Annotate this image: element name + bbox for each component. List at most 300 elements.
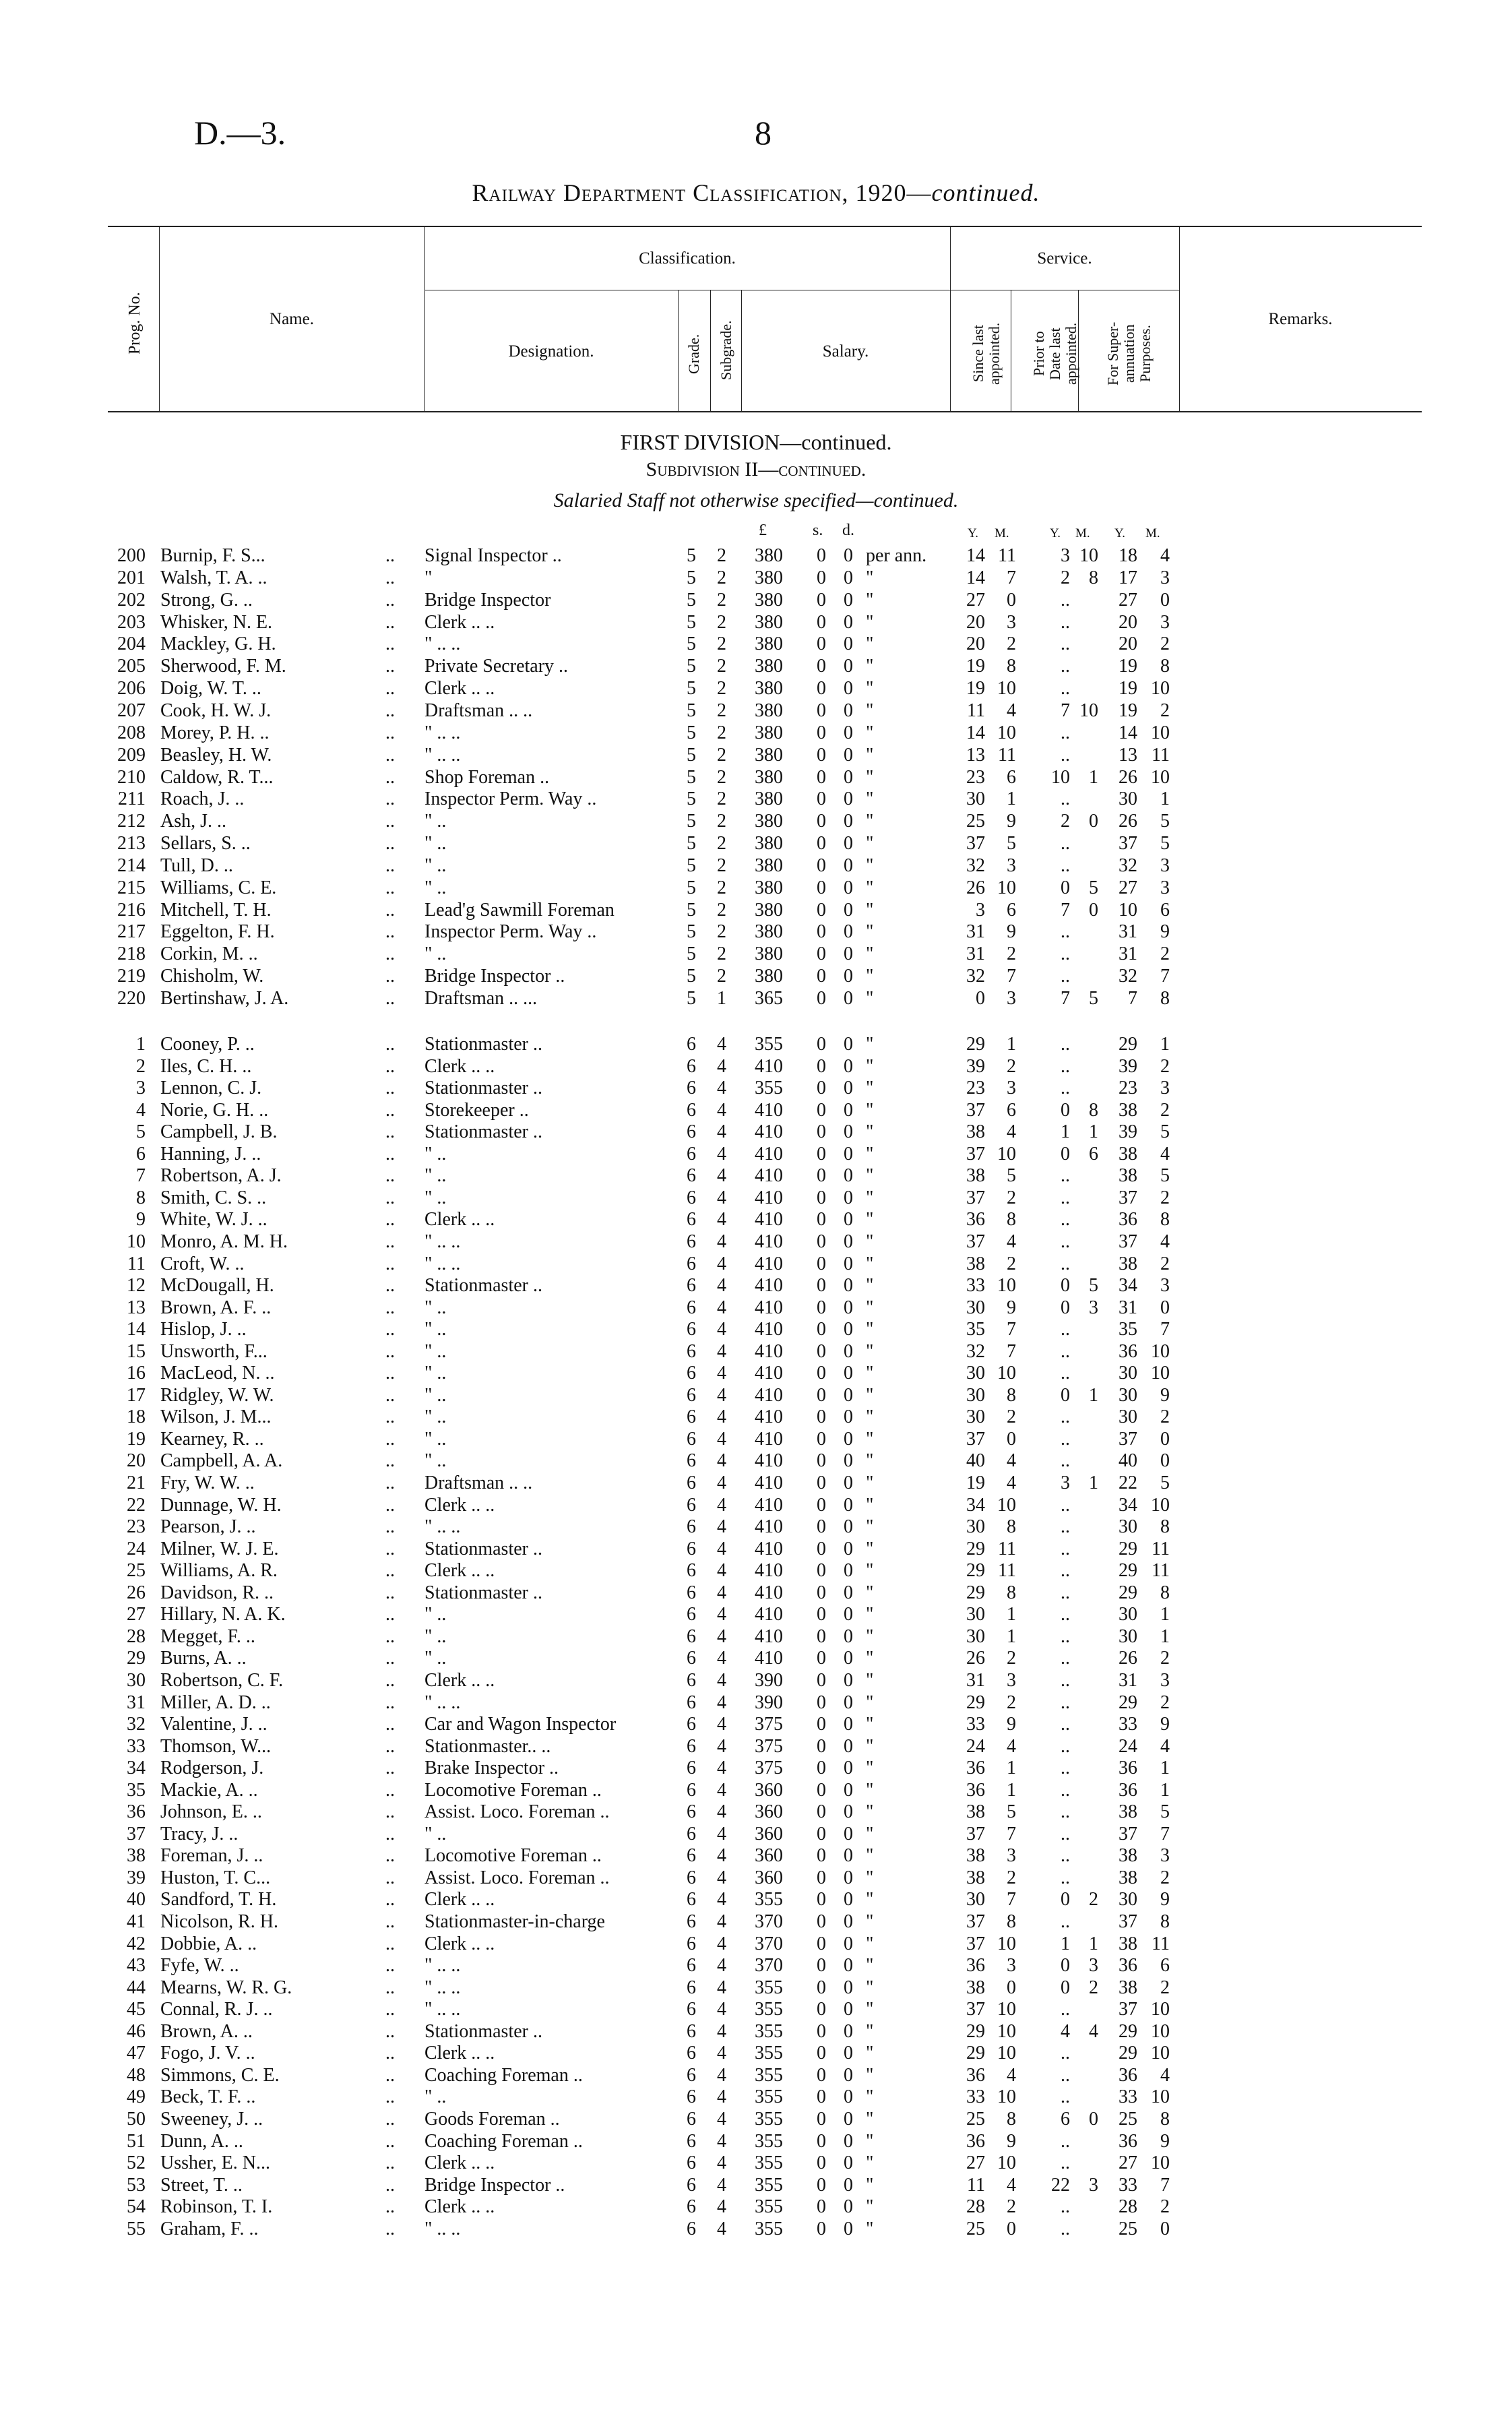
- cell-name: Graham, F. ..: [160, 2218, 259, 2239]
- cell-prog-no: 44: [127, 1977, 146, 1998]
- cell-grade: 6: [687, 1231, 696, 1252]
- cell-grade: 6: [687, 1735, 696, 1757]
- cell-super-months: 2: [1160, 1099, 1170, 1121]
- cell-prior-years: ..: [1061, 1625, 1070, 1647]
- cell-designation: " ..: [424, 1297, 447, 1318]
- cell-super-years: 26: [1119, 811, 1137, 832]
- cell-salary-period: ": [866, 811, 874, 832]
- table-row: [0, 2042, 1512, 2064]
- cell-designation: ": [424, 567, 433, 588]
- cell-super-months: 3: [1160, 1275, 1170, 1297]
- cell-prior-years: ..: [1061, 611, 1070, 633]
- cell-since-years: 38: [966, 1977, 985, 1998]
- cell-designation: " .. ..: [424, 1692, 461, 1713]
- cell-grade: 6: [687, 1494, 696, 1516]
- cell-salary-period: ": [866, 1209, 874, 1231]
- cell-leader: ..: [385, 1845, 395, 1867]
- cell-prog-no: 8: [136, 1187, 146, 1208]
- cell-name: MacLeod, N. ..: [160, 1363, 275, 1384]
- header-designation: Designation.: [508, 342, 594, 361]
- cell-leader: ..: [385, 2043, 395, 2064]
- cell-prior-years: 2: [1061, 567, 1070, 588]
- table-row: [0, 1143, 1512, 1165]
- cell-prog-no: 200: [117, 545, 146, 566]
- cell-salary-shillings: 0: [817, 1275, 826, 1297]
- cell-super-years: 17: [1119, 567, 1137, 588]
- cell-prior-years: ..: [1061, 833, 1070, 855]
- cell-salary-period: ": [866, 899, 874, 921]
- page-title: [0, 179, 1512, 207]
- cell-since-months: 4: [1007, 2174, 1016, 2196]
- cell-super-months: 5: [1160, 811, 1170, 832]
- cell-salary-period: ": [866, 1648, 874, 1669]
- cell-leader: ..: [385, 1648, 395, 1669]
- cell-name: Pearson, J. ..: [160, 1516, 256, 1538]
- cell-super-months: 3: [1160, 1669, 1170, 1691]
- cell-since-months: 8: [1007, 1911, 1016, 1932]
- table-row: [0, 744, 1512, 766]
- cell-prior-months: 0: [1089, 811, 1098, 832]
- cell-prior-years: ..: [1061, 1406, 1070, 1428]
- cell-super-years: 28: [1119, 2196, 1137, 2218]
- table-row: [0, 1669, 1512, 1692]
- cell-super-years: 30: [1119, 1363, 1137, 1384]
- cell-since-months: 10: [997, 1143, 1016, 1165]
- cell-grade: 5: [687, 656, 696, 677]
- cell-prior-years: ..: [1061, 1034, 1070, 1055]
- cell-super-years: 36: [1119, 1209, 1137, 1231]
- cell-super-months: 8: [1160, 1209, 1170, 1231]
- cell-salary-pence: 0: [844, 545, 853, 566]
- cell-prior-years: ..: [1061, 1165, 1070, 1187]
- cell-salary-pounds: 360: [755, 1823, 783, 1844]
- cell-since-years: 29: [966, 1034, 985, 1055]
- cell-grade: 6: [687, 1560, 696, 1582]
- cell-prior-years: ..: [1061, 1209, 1070, 1231]
- cell-subgrade: 4: [717, 1231, 726, 1252]
- cell-designation: Storekeeper ..: [424, 1099, 529, 1121]
- table-row: [0, 1384, 1512, 1406]
- cell-since-years: 20: [966, 611, 985, 633]
- cell-super-years: 31: [1119, 1297, 1137, 1318]
- cell-salary-shillings: 0: [817, 1933, 826, 1954]
- cell-salary-pence: 0: [844, 811, 853, 832]
- cell-salary-period: ": [866, 1406, 874, 1428]
- cell-since-months: 10: [997, 877, 1016, 898]
- cell-salary-pence: 0: [844, 722, 853, 743]
- cell-salary-shillings: 0: [817, 877, 826, 898]
- cell-designation: " .. ..: [424, 744, 461, 766]
- cell-prior-months: 3: [1089, 1955, 1098, 1977]
- cell-prior-years: ..: [1061, 1692, 1070, 1713]
- cell-grade: 5: [687, 589, 696, 611]
- cell-subgrade: 4: [717, 2020, 726, 2042]
- table-row: [0, 877, 1512, 899]
- cell-subgrade: 4: [717, 1253, 726, 1274]
- cell-super-months: 3: [1160, 877, 1170, 898]
- cell-designation: Clerk .. ..: [424, 1560, 495, 1582]
- cell-salary-pence: 0: [844, 899, 853, 921]
- cell-super-years: 36: [1119, 2130, 1137, 2152]
- table-row: [0, 1735, 1512, 1758]
- cell-prior-years: 1: [1061, 1121, 1070, 1143]
- cell-prog-no: 22: [127, 1494, 146, 1516]
- cell-prior-years: ..: [1061, 1055, 1070, 1077]
- cell-designation: " ..: [424, 1384, 447, 1406]
- cell-since-years: 39: [966, 1055, 985, 1077]
- cell-salary-pence: 0: [844, 877, 853, 898]
- cell-prior-months: 1: [1089, 766, 1098, 788]
- cell-designation: " ..: [424, 1823, 447, 1844]
- cell-super-years: 29: [1119, 1538, 1137, 1559]
- cell-prior-months: 1: [1089, 1933, 1098, 1954]
- cell-prior-years: ..: [1061, 788, 1070, 810]
- cell-super-years: 19: [1119, 678, 1137, 700]
- cell-salary-period: ": [866, 1801, 874, 1823]
- unit-d: d.: [842, 522, 854, 539]
- cell-prog-no: 209: [117, 744, 146, 766]
- cell-subgrade: 4: [717, 1406, 726, 1428]
- table-row: [0, 1647, 1512, 1669]
- cell-designation: Goods Foreman ..: [424, 2108, 560, 2130]
- cell-super-months: 9: [1160, 1384, 1170, 1406]
- cell-salary-shillings: 0: [817, 589, 826, 611]
- cell-salary-shillings: 0: [817, 1121, 826, 1143]
- cell-super-years: 7: [1128, 988, 1137, 1009]
- cell-salary-period: ": [866, 877, 874, 898]
- cell-super-years: 30: [1119, 1604, 1137, 1625]
- cell-salary-period: ": [866, 633, 874, 655]
- cell-salary-pounds: 410: [755, 1516, 783, 1538]
- table-row: [0, 1888, 1512, 1911]
- table-row: [0, 1757, 1512, 1779]
- cell-salary-pounds: 410: [755, 1582, 783, 1603]
- cell-grade: 6: [687, 2152, 696, 2174]
- cell-super-months: 10: [1151, 2043, 1170, 2064]
- cell-designation: Private Secretary ..: [424, 656, 569, 677]
- cell-prog-no: 3: [136, 1078, 146, 1099]
- cell-super-months: 3: [1160, 567, 1170, 588]
- cell-super-years: 37: [1119, 1823, 1137, 1844]
- cell-since-months: 6: [1007, 766, 1016, 788]
- cell-super-years: 37: [1119, 1911, 1137, 1932]
- cell-since-months: 7: [1007, 1319, 1016, 1340]
- cell-leader: ..: [385, 1977, 395, 1998]
- cell-salary-period: ": [866, 656, 874, 677]
- cell-since-years: 14: [966, 567, 985, 588]
- cell-name: Tull, D. ..: [160, 855, 233, 876]
- cell-salary-pounds: 365: [755, 988, 783, 1009]
- cell-designation: Stationmaster ..: [424, 2020, 542, 2042]
- cell-salary-period: ": [866, 1560, 874, 1582]
- cell-since-months: 7: [1007, 966, 1016, 987]
- cell-since-years: 30: [966, 1384, 985, 1406]
- cell-designation: Lead'g Sawmill Foreman: [424, 899, 615, 921]
- cell-since-years: 33: [966, 1275, 985, 1297]
- cell-salary-pence: 0: [844, 589, 853, 611]
- cell-leader: ..: [385, 2086, 395, 2108]
- cell-leader: ..: [385, 2218, 395, 2239]
- cell-salary-pence: 0: [844, 2152, 853, 2174]
- cell-since-years: 40: [966, 1450, 985, 1472]
- cell-grade: 6: [687, 1209, 696, 1231]
- cell-prior-years: ..: [1061, 1516, 1070, 1538]
- cell-salary-pence: 0: [844, 1845, 853, 1867]
- cell-prior-months: 3: [1089, 1297, 1098, 1318]
- header-prog-no: Prog. No.: [126, 292, 144, 355]
- cell-designation: Inspector Perm. Way ..: [424, 788, 597, 810]
- cell-salary-shillings: 0: [817, 2020, 826, 2042]
- cell-super-years: 23: [1119, 1078, 1137, 1099]
- cell-super-years: 38: [1119, 1099, 1137, 1121]
- table-row: [0, 1823, 1512, 1845]
- cell-salary-pounds: 380: [755, 943, 783, 965]
- cell-since-months: 4: [1007, 1735, 1016, 1757]
- cell-subgrade: 4: [717, 1516, 726, 1538]
- cell-super-months: 7: [1160, 2174, 1170, 2196]
- cell-super-months: 11: [1152, 1560, 1170, 1582]
- cell-name: Norie, G. H. ..: [160, 1099, 269, 1121]
- cell-salary-shillings: 0: [817, 943, 826, 965]
- cell-name: Doig, W. T. ..: [160, 678, 261, 700]
- table-row: [0, 1187, 1512, 1209]
- cell-leader: ..: [385, 1560, 395, 1582]
- cell-grade: 5: [687, 611, 696, 633]
- cell-name: Strong, G. ..: [160, 589, 253, 611]
- cell-designation: Locomotive Foreman ..: [424, 1779, 602, 1801]
- cell-super-months: 1: [1160, 1779, 1170, 1801]
- cell-grade: 6: [687, 1845, 696, 1867]
- cell-designation: Shop Foreman ..: [424, 766, 550, 788]
- cell-salary-pounds: 390: [755, 1692, 783, 1713]
- cell-salary-period: ": [866, 1516, 874, 1538]
- cell-salary-pounds: 410: [755, 1275, 783, 1297]
- cell-super-months: 2: [1160, 1867, 1170, 1888]
- cell-subgrade: 4: [717, 1582, 726, 1603]
- cell-designation: " ..: [424, 1340, 447, 1362]
- cell-since-months: 0: [1007, 2218, 1016, 2239]
- cell-super-months: 5: [1160, 1165, 1170, 1187]
- cell-super-months: 2: [1160, 2196, 1170, 2218]
- cell-salary-pounds: 410: [755, 1604, 783, 1625]
- table-row: [0, 2174, 1512, 2196]
- cell-salary-pence: 0: [844, 1363, 853, 1384]
- cell-super-months: 10: [1151, 2152, 1170, 2174]
- cell-salary-period: ": [866, 1384, 874, 1406]
- cell-salary-shillings: 0: [817, 1625, 826, 1647]
- cell-salary-period: ": [866, 1099, 874, 1121]
- cell-since-months: 11: [998, 1560, 1016, 1582]
- cell-salary-period: ": [866, 611, 874, 633]
- cell-prior-years: ..: [1061, 656, 1070, 677]
- cell-leader: ..: [385, 567, 395, 588]
- cell-name: Unsworth, F...: [160, 1340, 267, 1362]
- cell-subgrade: 4: [717, 1297, 726, 1318]
- cell-subgrade: 4: [717, 1165, 726, 1187]
- cell-super-years: 38: [1119, 1253, 1137, 1274]
- cell-salary-pence: 0: [844, 1669, 853, 1691]
- cell-prog-no: 27: [127, 1604, 146, 1625]
- cell-salary-pounds: 355: [755, 1078, 783, 1099]
- cell-salary-shillings: 0: [817, 2064, 826, 2086]
- cell-super-years: 31: [1119, 943, 1137, 965]
- cell-since-months: 4: [1007, 1450, 1016, 1472]
- unit-s: s.: [813, 522, 823, 539]
- cell-since-years: 27: [966, 2152, 985, 2174]
- cell-prog-no: 210: [117, 766, 146, 788]
- cell-prog-no: 39: [127, 1867, 146, 1888]
- cell-super-months: 10: [1151, 1494, 1170, 1516]
- cell-salary-period: ": [866, 700, 874, 721]
- cell-salary-period: per ann.: [866, 545, 927, 566]
- cell-designation: " ..: [424, 1363, 447, 1384]
- cell-salary-shillings: 0: [817, 1714, 826, 1735]
- cell-prior-years: ..: [1061, 1450, 1070, 1472]
- cell-salary-pence: 0: [844, 1889, 853, 1911]
- cell-name: Hislop, J. ..: [160, 1319, 247, 1340]
- cell-salary-pence: 0: [844, 1165, 853, 1187]
- cell-grade: 6: [687, 1911, 696, 1932]
- cell-super-years: 34: [1119, 1494, 1137, 1516]
- cell-designation: " ..: [424, 1187, 447, 1208]
- cell-prog-no: 34: [127, 1758, 146, 1779]
- cell-name: Cook, H. W. J.: [160, 700, 272, 721]
- cell-leader: ..: [385, 1165, 395, 1187]
- cell-salary-pence: 0: [844, 611, 853, 633]
- cell-since-years: 26: [966, 1648, 985, 1669]
- cell-leader: ..: [385, 1604, 395, 1625]
- cell-prog-no: 208: [117, 722, 146, 743]
- cell-salary-pence: 0: [844, 855, 853, 876]
- cell-subgrade: 4: [717, 1034, 726, 1055]
- cell-grade: 5: [687, 988, 696, 1009]
- cell-subgrade: 4: [717, 1933, 726, 1954]
- cell-grade: 5: [687, 966, 696, 987]
- cell-since-years: 23: [966, 1078, 985, 1099]
- cell-since-years: 36: [966, 2130, 985, 2152]
- cell-since-years: 28: [966, 2196, 985, 2218]
- cell-prior-months: 3: [1089, 2174, 1098, 2196]
- cell-salary-pounds: 355: [755, 1977, 783, 1998]
- cell-leader: ..: [385, 1275, 395, 1297]
- cell-prog-no: 43: [127, 1955, 146, 1977]
- cell-since-months: 1: [1007, 1779, 1016, 1801]
- cell-salary-shillings: 0: [817, 1078, 826, 1099]
- cell-since-years: 36: [966, 1779, 985, 1801]
- cell-subgrade: 4: [717, 1275, 726, 1297]
- unit-m2: M.: [1075, 526, 1090, 540]
- cell-salary-period: ": [866, 1955, 874, 1977]
- cell-prog-no: 30: [127, 1669, 146, 1691]
- cell-super-years: 30: [1119, 1516, 1137, 1538]
- cell-prior-years: ..: [1061, 1714, 1070, 1735]
- cell-subgrade: 2: [717, 855, 726, 876]
- cell-leader: ..: [385, 2108, 395, 2130]
- cell-super-years: 19: [1119, 656, 1137, 677]
- cell-prog-no: 38: [127, 1845, 146, 1867]
- cell-salary-pounds: 380: [755, 877, 783, 898]
- cell-prior-years: ..: [1061, 678, 1070, 700]
- table-row: [0, 899, 1512, 921]
- cell-salary-shillings: 0: [817, 1977, 826, 1998]
- cell-prog-no: 206: [117, 678, 146, 700]
- cell-salary-period: ": [866, 2064, 874, 2086]
- cell-prog-no: 32: [127, 1714, 146, 1735]
- cell-salary-shillings: 0: [817, 656, 826, 677]
- cell-salary-period: ": [866, 788, 874, 810]
- cell-salary-period: ": [866, 2108, 874, 2130]
- table-row: [0, 1954, 1512, 1977]
- cell-since-years: 30: [966, 1625, 985, 1647]
- cell-prog-no: 46: [127, 2020, 146, 2042]
- cell-since-months: 0: [1007, 1977, 1016, 1998]
- cell-prog-no: 19: [127, 1428, 146, 1450]
- cell-salary-pence: 0: [844, 833, 853, 855]
- cell-leader: ..: [385, 1406, 395, 1428]
- cell-salary-pence: 0: [844, 1099, 853, 1121]
- cell-salary-shillings: 0: [817, 1363, 826, 1384]
- cell-salary-shillings: 0: [817, 2043, 826, 2064]
- cell-salary-pence: 0: [844, 1999, 853, 2020]
- cell-subgrade: 4: [717, 2152, 726, 2174]
- cell-super-years: 37: [1119, 1187, 1137, 1208]
- cell-salary-pence: 0: [844, 1933, 853, 1954]
- cell-salary-pounds: 380: [755, 833, 783, 855]
- cell-super-months: 10: [1151, 1363, 1170, 1384]
- cell-prior-years: ..: [1061, 1340, 1070, 1362]
- cell-super-years: 30: [1119, 1406, 1137, 1428]
- cell-super-months: 1: [1160, 788, 1170, 810]
- cell-prog-no: 40: [127, 1889, 146, 1911]
- table-row: [0, 1121, 1512, 1143]
- cell-grade: 5: [687, 943, 696, 965]
- cell-subgrade: 4: [717, 1714, 726, 1735]
- cell-salary-pence: 0: [844, 2108, 853, 2130]
- cell-designation: " ..: [424, 811, 447, 832]
- cell-prog-no: 53: [127, 2174, 146, 2196]
- cell-prior-years: ..: [1061, 589, 1070, 611]
- cell-designation: Coaching Foreman ..: [424, 2130, 583, 2152]
- cell-salary-period: ": [866, 2043, 874, 2064]
- cell-since-years: 32: [966, 1340, 985, 1362]
- cell-prior-months: 10: [1079, 545, 1098, 566]
- cell-salary-pounds: 410: [755, 1143, 783, 1165]
- cell-prior-years: 7: [1061, 899, 1070, 921]
- cell-grade: 6: [687, 1297, 696, 1318]
- cell-prior-years: ..: [1061, 1560, 1070, 1582]
- cell-salary-shillings: 0: [817, 1758, 826, 1779]
- cell-name: Burns, A. ..: [160, 1648, 247, 1669]
- cell-since-years: 19: [966, 656, 985, 677]
- cell-super-years: 38: [1119, 1165, 1137, 1187]
- staff-subtitle-text: Salaried Staff not otherwise specified—continued.: [553, 489, 959, 511]
- cell-since-years: 30: [966, 788, 985, 810]
- cell-name: Huston, T. C...: [160, 1867, 271, 1888]
- cell-super-months: 0: [1160, 1297, 1170, 1318]
- cell-name: Dunn, A. ..: [160, 2130, 243, 2152]
- cell-grade: 5: [687, 877, 696, 898]
- cell-prior-years: 6: [1061, 2108, 1070, 2130]
- cell-salary-pence: 0: [844, 1516, 853, 1538]
- cell-prior-months: 5: [1089, 988, 1098, 1009]
- cell-grade: 6: [687, 2064, 696, 2086]
- cell-since-months: 5: [1007, 1165, 1016, 1187]
- cell-leader: ..: [385, 1538, 395, 1559]
- cell-prog-no: 37: [127, 1823, 146, 1844]
- cell-prog-no: 33: [127, 1735, 146, 1757]
- cell-since-years: 19: [966, 1472, 985, 1493]
- table-row: [0, 2196, 1512, 2218]
